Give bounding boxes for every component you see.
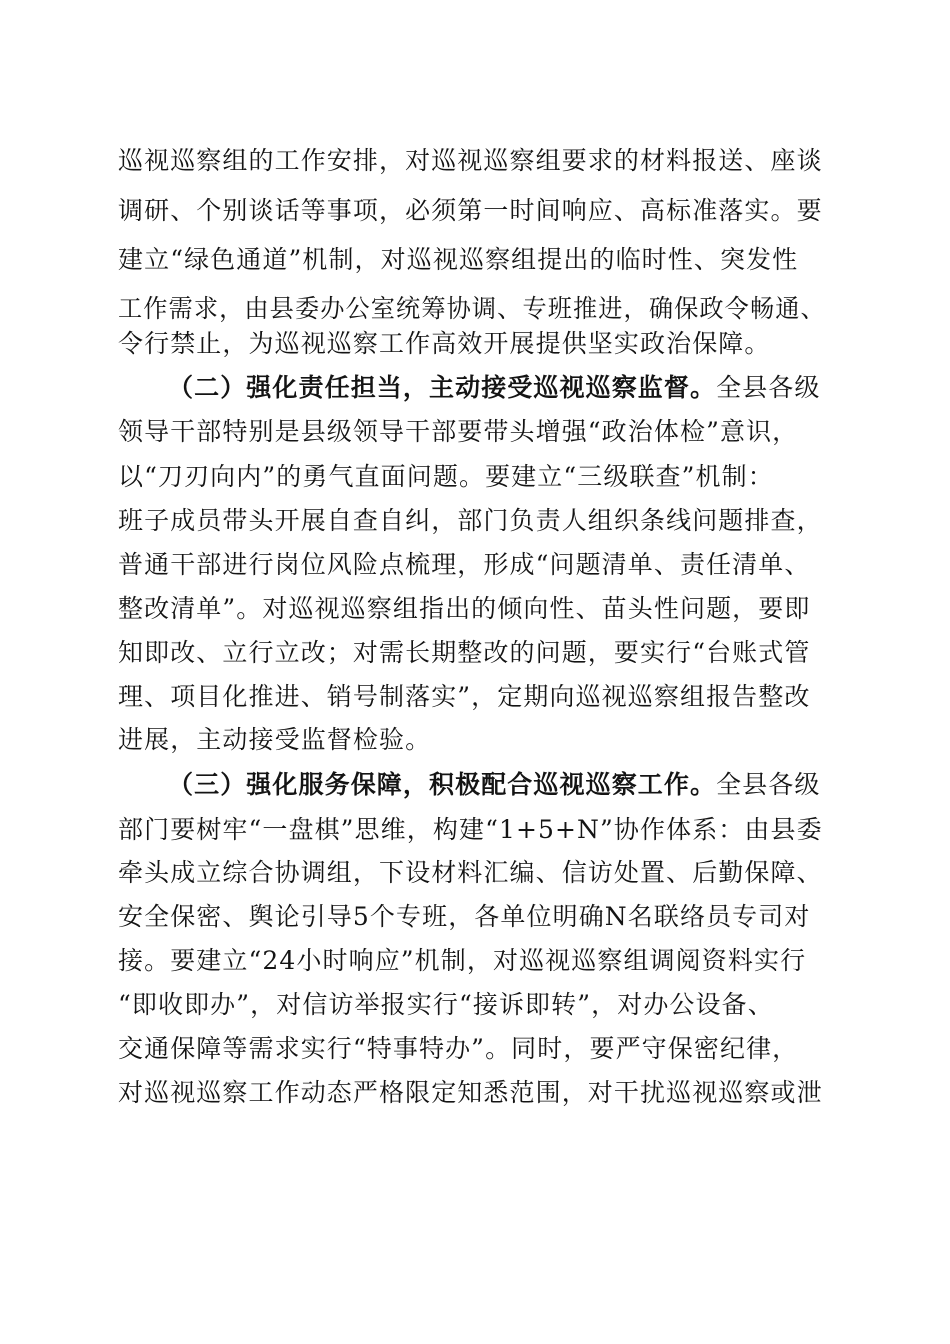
body-text-line: 领导干部特别是县级领导干部要带头增强“政治体检”意识， [118,417,799,446]
body-text-line: 交通保障等需求实行“特事特办”。同时，要严守保密纪律， [118,1034,799,1063]
body-text-line: 班子成员带头开展自查自纠，部门负责人组织条线问题排查， [118,506,823,535]
body-text-line: 普通干部进行岗位风险点梳理，形成“问题清单、责任清单、 [118,550,811,579]
section-heading-line [168,373,821,403]
body-text-line: 安全保密、舆论引导5个专班，各单位明确N名联络员专司对 [118,902,811,931]
body-text-line: 部门要树牢“一盘棋”思维，构建“1+5+N”协作体系：由县委 [118,815,823,844]
body-text-line: 进展，主动接受监督检验。 [118,725,432,754]
section-heading: （二）强化责任担当，主动接受巡视巡察监督。 [168,373,717,402]
body-text-line: “即收即办”，对信访举报实行“接诉即转”，对办公设备、 [118,990,774,1019]
body-text-line: 知即改、立行立改；对需长期整改的问题，要实行“台账式管 [118,638,811,667]
body-text-line: 工作需求，由县委办公室统筹协调、专班推进，确保政令畅通、 [118,294,826,323]
body-text-line: 牵头成立综合协调组，下设材料汇编、信访处置、后勤保障、 [118,858,823,887]
heading-line-text: 全县各级 [716,373,821,402]
body-text-line: 对巡视巡察工作动态严格限定知悉范围，对干扰巡视巡察或泄 [118,1078,823,1107]
body-text-line: 接。要建立“24小时响应”机制，对巡视巡察组调阅资料实行 [118,946,807,975]
body-text-line: 巡视巡察组的工作安排，对巡视巡察组要求的材料报送、座谈 [118,146,823,175]
body-text-line: 整改清单”。对巡视巡察组指出的倾向性、苗头性问题，要即 [118,594,811,623]
body-text-line: 建立“绿色通道”机制，对巡视巡察组提出的临时性、突发性 [118,245,799,274]
body-text-line: 理、项目化推进、销号制落实”，定期向巡视巡察组报告整改 [118,682,811,711]
body-text-line: 调研、个别谈话等事项，必须第一时间响应、高标准落实。要 [118,196,823,225]
body-text-line: 令行禁止，为巡视巡察工作高效开展提供坚实政治保障。 [118,329,771,358]
section-heading: （三）强化服务保障，积极配合巡视巡察工作。 [168,770,717,799]
body-text-line: 以“刀刃向内”的勇气直面问题。要建立“三级联查”机制： [118,462,774,491]
heading-line-text: 全县各级 [716,770,821,799]
section-heading-line [168,770,821,800]
